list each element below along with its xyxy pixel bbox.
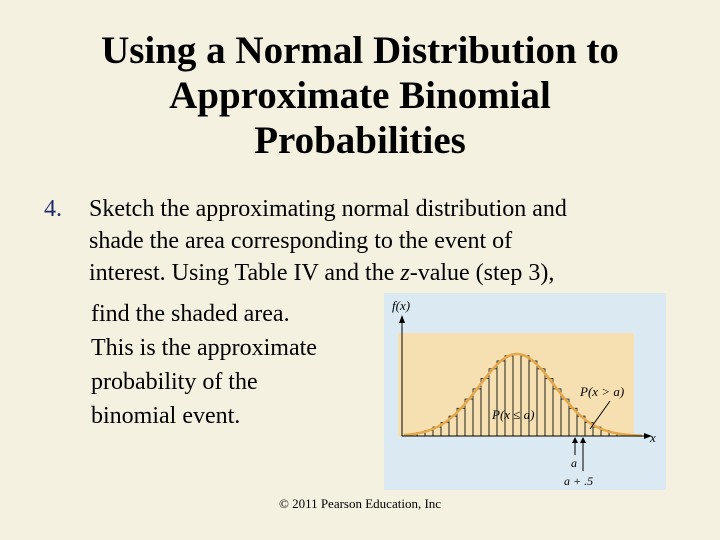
continuation-line-3: probability of the bbox=[91, 369, 258, 395]
title-line-3: Probabilities bbox=[254, 119, 466, 162]
step-line-2: shade the area corresponding to the event of bbox=[89, 228, 513, 254]
a-tick-label: a bbox=[571, 456, 577, 470]
step-number: 4. bbox=[44, 196, 62, 222]
continuation-line-1: find the shaded area. bbox=[91, 301, 290, 327]
y-axis-label: f(x) bbox=[392, 298, 411, 313]
page-title bbox=[0, 28, 720, 163]
x-axis-label: x bbox=[650, 430, 656, 445]
y-axis-arrow-icon bbox=[399, 315, 405, 323]
figure-svg bbox=[384, 293, 666, 490]
step-line-3-head: interest. Using Table IV and the bbox=[89, 260, 401, 286]
continuation-line-4: binomial event. bbox=[91, 403, 241, 429]
continuation-line-2: This is the approximate bbox=[91, 335, 317, 361]
copyright-notice: © 2011 Pearson Education, Inc bbox=[278, 496, 442, 511]
a-half-tick-label: a + .5 bbox=[564, 474, 594, 488]
a-half-tick-arrow-icon bbox=[580, 437, 586, 443]
upper-probability-label: P(x > a) bbox=[580, 384, 625, 399]
a-tick-arrow-icon bbox=[572, 437, 578, 443]
step-continuation bbox=[91, 297, 317, 433]
title-line-2: Approximate Binomial bbox=[169, 74, 551, 117]
step-line-3-tail: -value (step 3), bbox=[409, 260, 555, 286]
step-line-1: Sketch the approximating normal distribution and bbox=[89, 196, 567, 222]
lower-probability-label: P(x ≤ a) bbox=[492, 407, 535, 422]
normal-approximation-figure bbox=[384, 293, 666, 490]
title-line-1: Using a Normal Distribution to bbox=[101, 29, 619, 72]
step-text bbox=[89, 193, 567, 289]
z-variable: z bbox=[400, 260, 410, 286]
step-line-3 bbox=[89, 257, 567, 289]
